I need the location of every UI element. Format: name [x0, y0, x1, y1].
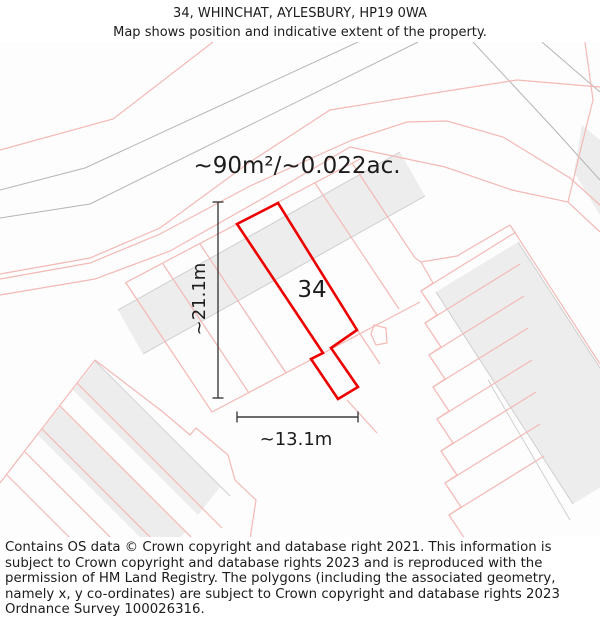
plot-number-label: 34 [297, 277, 327, 303]
vertical-dimension-label: ~21.1m [189, 262, 210, 336]
property-map [0, 42, 600, 537]
page-title: 34, WHINCHAT, AYLESBURY, HP19 0WA [173, 6, 427, 21]
copyright-notice: Contains OS data © Crown copyright and database right 2021. This information is subject to Crown copyright and database rights 2023 and is reproduced with the permission of HM Land Registry. The polygons (including the associated geometry, namely x, y co-ordinates) are subject to Crown copyright and database rights 2023 Ordnance Survey 100026316. [5, 540, 560, 618]
page-subtitle: Map shows position and indicative extent of the property. [113, 24, 487, 40]
map-canvas [0, 42, 600, 537]
dimension-horizontal [237, 412, 358, 423]
area-label: ~90m²/~0.022ac. [193, 153, 401, 179]
building-fills [38, 125, 600, 537]
map-header [0, 5, 600, 43]
horizontal-dimension-label: ~13.1m [259, 429, 333, 450]
